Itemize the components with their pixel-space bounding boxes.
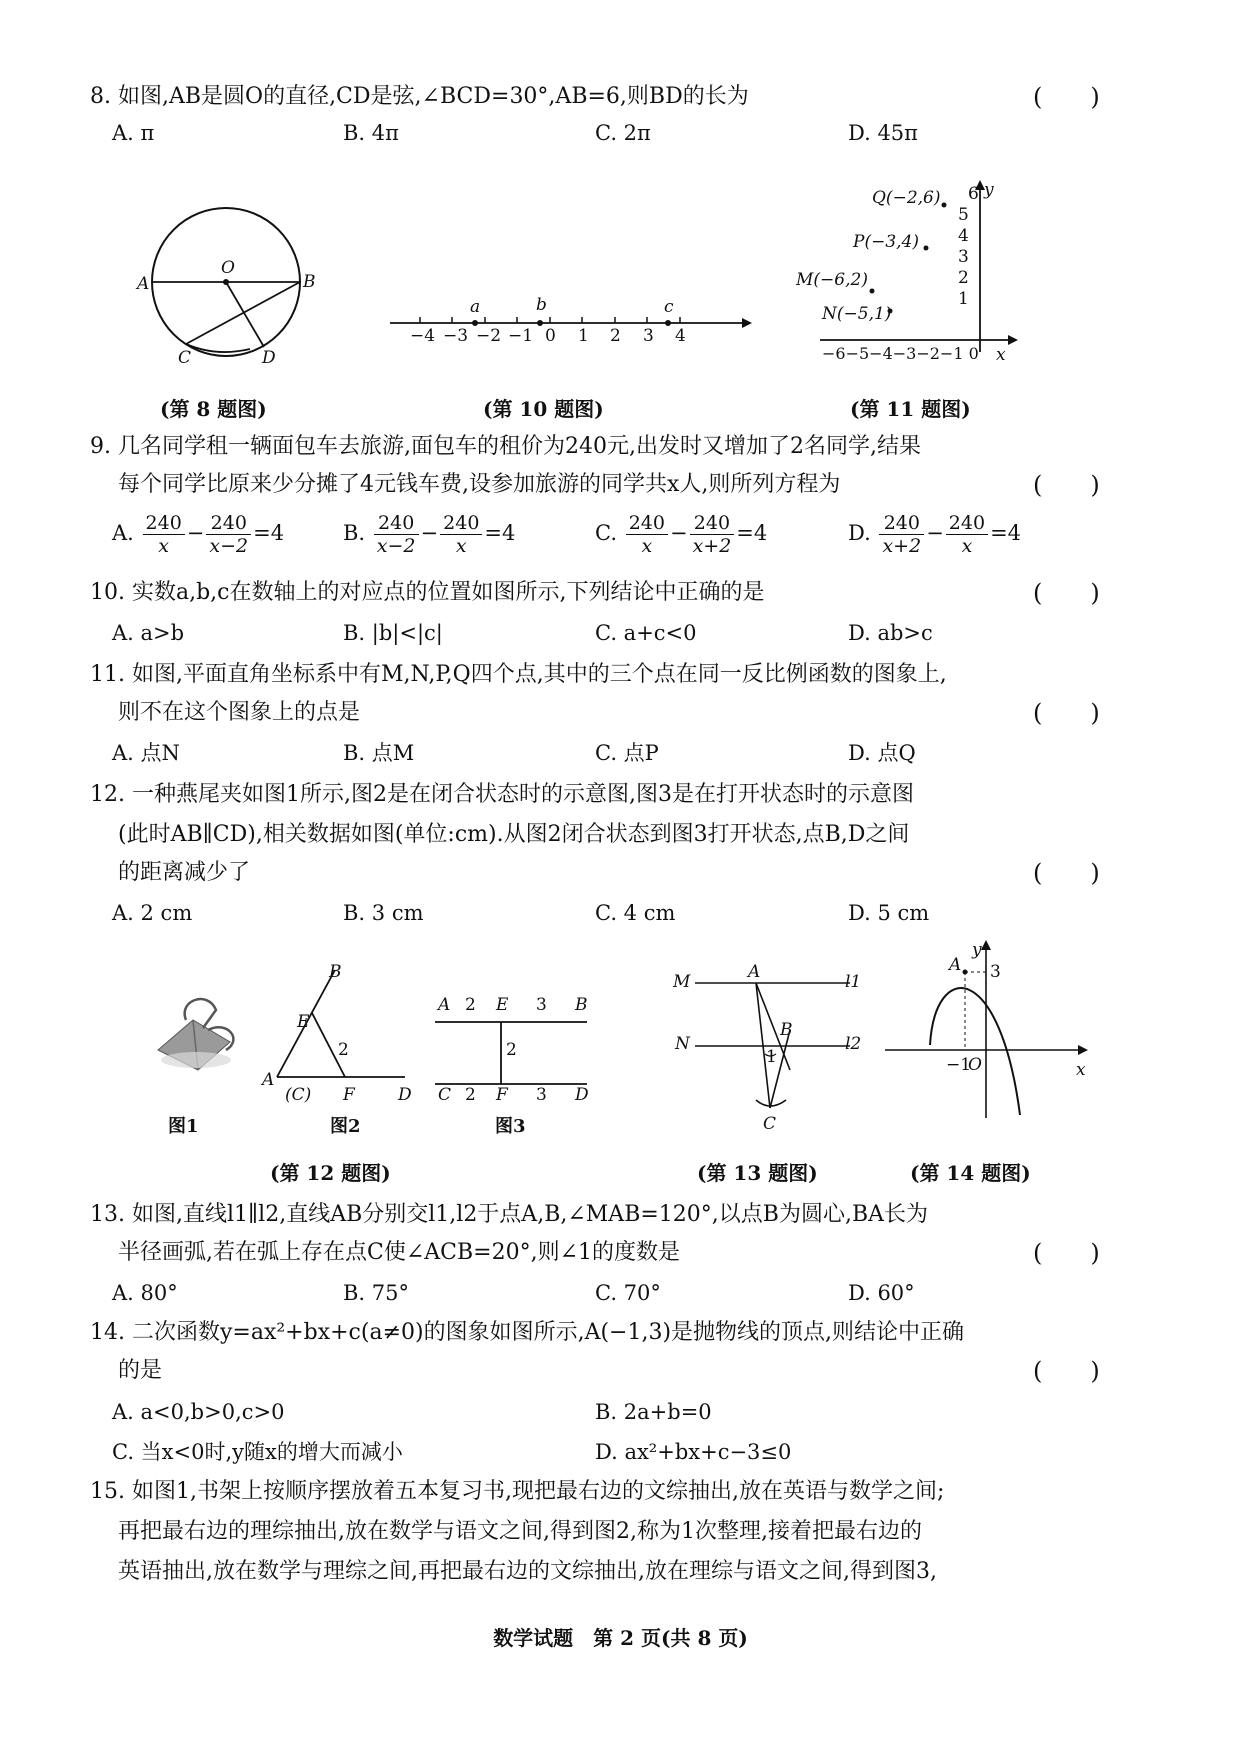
fig13-label-angle-1: 1 (766, 1047, 777, 1067)
q8-answer-paren: ( ) (1033, 83, 1100, 111)
fig12-fig3-label-2-bot: 2 (465, 1085, 476, 1105)
fig14-label-y: y (972, 940, 982, 960)
fig12-caption: (第 12 题图) (270, 1161, 391, 1185)
fig11-ytick-5: 5 (958, 205, 969, 225)
q14-option-d: D. ax²+bx+c−3≤0 (595, 1440, 792, 1464)
fig13-caption: (第 13 题图) (697, 1161, 818, 1185)
fig14-label-neg1: −1 (946, 1055, 972, 1075)
fig13-parallel-lines-diagram (690, 960, 870, 1120)
fig12-fig2-label-d: D (398, 1085, 412, 1105)
fig11-point-p: P(−3,4) (853, 232, 919, 252)
fig11-point-m: M(−6,2) (796, 270, 868, 290)
fig11-point-n: N(−5,1) (822, 304, 892, 324)
fig11-xticks: −6−5−4−3−2−1 0 (822, 344, 979, 363)
q13-option-c: C. 70° (595, 1281, 661, 1305)
q14-option-b: B. 2a+b=0 (595, 1400, 712, 1424)
q12-option-b: B. 3 cm (343, 901, 424, 925)
q9-answer-paren: ( ) (1033, 471, 1100, 499)
q10-option-a: A. a>b (112, 621, 185, 645)
q13-answer-paren: ( ) (1033, 1239, 1100, 1267)
fig12-fig2-label-f: F (343, 1085, 355, 1105)
q13-line2: 半径画弧,若在弧上存在点C使∠ACB=20°,则∠1的度数是 (118, 1240, 681, 1265)
fig14-caption: (第 14 题图) (910, 1161, 1031, 1185)
fig13-label-b: B (780, 1020, 793, 1040)
fig10-tick-3: 3 (643, 326, 654, 346)
fig11-ytick-2: 2 (958, 268, 969, 288)
q13-option-a: A. 80° (112, 1281, 178, 1305)
fig10-tick-neg4: −4 (410, 326, 436, 346)
q15-line2: 再把最右边的理综抽出,放在数学与语文之间,得到图2,称为1次整理,接着把最右边的 (118, 1519, 922, 1544)
fig12-fig2-label-e: E (297, 1012, 310, 1032)
q14-option-c: C. 当x<0时,y随x的增大而减小 (112, 1440, 403, 1464)
q14-answer-paren: ( ) (1033, 1357, 1100, 1385)
fig12-sub3-label: 图3 (495, 1116, 526, 1137)
fig12-fig3-label-f: F (496, 1085, 508, 1105)
fig12-fig3-label-3-top: 3 (536, 995, 547, 1015)
fig12-fig3-label-b: B (575, 995, 588, 1015)
fig10-point-b: b (536, 295, 547, 315)
q12-option-a: A. 2 cm (112, 901, 193, 925)
fig14-label-x: x (1076, 1060, 1086, 1080)
page-footer: 数学试题 第 2 页(共 8 页) (493, 1626, 748, 1650)
fig10-point-a: a (470, 297, 481, 317)
q14-line1: 14. 二次函数y=ax²+bx+c(a≠0)的图象如图所示,A(−1,3)是抛物线的顶点,则结论中正确 (90, 1320, 965, 1345)
q11-line2: 则不在这个图象上的点是 (118, 700, 361, 725)
q12-option-d: D. 5 cm (848, 901, 930, 925)
fig12-fig3-label-3-bot: 3 (536, 1085, 547, 1105)
q13-line1: 13. 如图,直线l1∥l2,直线AB分别交l1,l2于点A,B,∠MAB=120°,以点B为圆心,BA长为 (90, 1202, 928, 1227)
fig13-label-n: N (675, 1034, 690, 1054)
q12-answer-paren: ( ) (1033, 859, 1100, 887)
fig10-tick-neg3: −3 (443, 326, 469, 346)
q9-line2: 每个同学比原来少分摊了4元钱车费,设参加旅游的同学共x人,则所列方程为 (118, 472, 841, 497)
fig8-caption: (第 8 题图) (160, 397, 267, 421)
fig8-label-a: A (137, 274, 150, 294)
fig10-tick-neg2: −2 (476, 326, 502, 346)
fig12-fig3-label-2-mid: 2 (506, 1040, 517, 1060)
q8-option-d: D. 45π (848, 121, 918, 145)
fig12-fig2-label-a: A (262, 1070, 275, 1090)
fig8-label-c: C (178, 348, 192, 368)
fig8-label-b: B (303, 272, 316, 292)
q12-line2: (此时AB∥CD),相关数据如图(单位:cm).从图2闭合状态到图3打开状态,点B,D之间 (118, 822, 910, 847)
fig11-caption: (第 11 题图) (850, 397, 971, 421)
fig8-circle-diagram (130, 185, 320, 375)
q12-line1: 12. 一种燕尾夹如图1所示,图2是在闭合状态时的示意图,图3是在打开状态时的示意图 (90, 782, 914, 807)
q11-answer-paren: ( ) (1033, 699, 1100, 727)
q15-line3: 英语抽出,放在数学与理综之间,再把最右边的文综抽出,放在理综与语文之间,得到图3, (118, 1559, 937, 1584)
fig13-label-m: M (673, 972, 691, 992)
fig14-label-o: O (968, 1055, 982, 1075)
fig12-fig3-label-a: A (438, 995, 451, 1015)
q11-option-d: D. 点Q (848, 741, 916, 765)
q15-line1: 15. 如图1,书架上按顺序摆放着五本复习书,现把最右边的文综抽出,放在英语与数学之间; (90, 1479, 945, 1504)
fig14-parabola-graph (880, 940, 1090, 1120)
q9-option-c: C. $\frac{240}{x}$ − $\frac{240}{x+2}$ =4 (595, 512, 768, 557)
q10-option-b: B. |b|<|c| (343, 621, 443, 645)
q10-stem: 10. 实数a,b,c在数轴上的对应点的位置如图所示,下列结论中正确的是 (90, 580, 765, 605)
q13-option-d: D. 60° (848, 1281, 915, 1305)
fig10-tick-1: 1 (578, 326, 589, 346)
q9-line1: 9. 几名同学租一辆面包车去旅游,面包车的租价为240元,出发时又增加了2名同学,结果 (90, 434, 921, 459)
fig12-fig2-label-c: (C) (285, 1085, 312, 1105)
fig13-label-l2: l2 (845, 1034, 862, 1054)
binder-clip-illustration (148, 990, 243, 1075)
q9-option-d: D. $\frac{240}{x+2}$ − $\frac{240}{x}$ =4 (848, 512, 1022, 557)
fig12-fig2-label-2: 2 (338, 1040, 349, 1060)
fig8-label-o: O (221, 258, 235, 278)
q14-option-a: A. a<0,b>0,c>0 (112, 1400, 285, 1424)
q11-line1: 11. 如图,平面直角坐标系中有M,N,P,Q四个点,其中的三个点在同一反比例函数的图象上, (90, 662, 947, 687)
q8-stem: 8. 如图,AB是圆O的直径,CD是弦,∠BCD=30°,AB=6,则BD的长为 (90, 84, 749, 109)
fig14-label-a: A (949, 955, 962, 975)
q13-option-b: B. 75° (343, 1281, 410, 1305)
fig11-ytick-1: 1 (958, 289, 969, 309)
fig11-y-label: y (984, 180, 994, 200)
fig11-ytick-3: 3 (958, 247, 969, 267)
fig10-caption: (第 10 题图) (483, 397, 604, 421)
q10-option-c: C. a+c<0 (595, 621, 697, 645)
fig11-x-label: x (996, 345, 1006, 365)
q8-option-c: C. 2π (595, 121, 651, 145)
fig13-label-a: A (748, 962, 761, 982)
fig12-sub2-label: 图2 (330, 1116, 361, 1137)
fig12-fig3-label-e: E (496, 995, 509, 1015)
q10-answer-paren: ( ) (1033, 579, 1100, 607)
q9-option-a: A. $\frac{240}{x}$ − $\frac{240}{x-2}$ =4 (112, 512, 285, 557)
fig11-ytick-4: 4 (958, 226, 969, 246)
q11-option-b: B. 点M (343, 741, 415, 765)
fig14-label-3: 3 (990, 962, 1001, 982)
q10-option-d: D. ab>c (848, 621, 933, 645)
q8-option-a: A. π (112, 121, 155, 145)
fig12-sub1-label: 图1 (168, 1116, 199, 1137)
q11-option-a: A. 点N (112, 741, 180, 765)
q11-option-c: C. 点P (595, 741, 659, 765)
q12-option-c: C. 4 cm (595, 901, 676, 925)
fig10-point-c: c (664, 297, 674, 317)
q8-option-b: B. 4π (343, 121, 399, 145)
fig10-tick-0: 0 (545, 326, 556, 346)
fig8-label-d: D (262, 348, 276, 368)
fig13-label-c: C (763, 1114, 777, 1134)
fig10-tick-2: 2 (610, 326, 621, 346)
fig13-label-l1: l1 (845, 972, 862, 992)
fig12-fig3-label-2-top: 2 (465, 995, 476, 1015)
fig10-tick-neg1: −1 (508, 326, 534, 346)
q14-line2: 的是 (118, 1358, 163, 1383)
q12-line3: 的距离减少了 (118, 860, 251, 885)
fig11-point-q: Q(−2,6) (872, 188, 941, 208)
fig10-tick-4: 4 (675, 326, 686, 346)
fig12-fig3-label-d: D (575, 1085, 589, 1105)
q9-option-b: B. $\frac{240}{x-2}$ − $\frac{240}{x}$ =4 (343, 512, 516, 557)
fig12-fig3-label-c: C (438, 1085, 452, 1105)
fig11-ytick-6: 6 (968, 184, 979, 204)
fig12-fig2-label-b: B (329, 962, 342, 982)
